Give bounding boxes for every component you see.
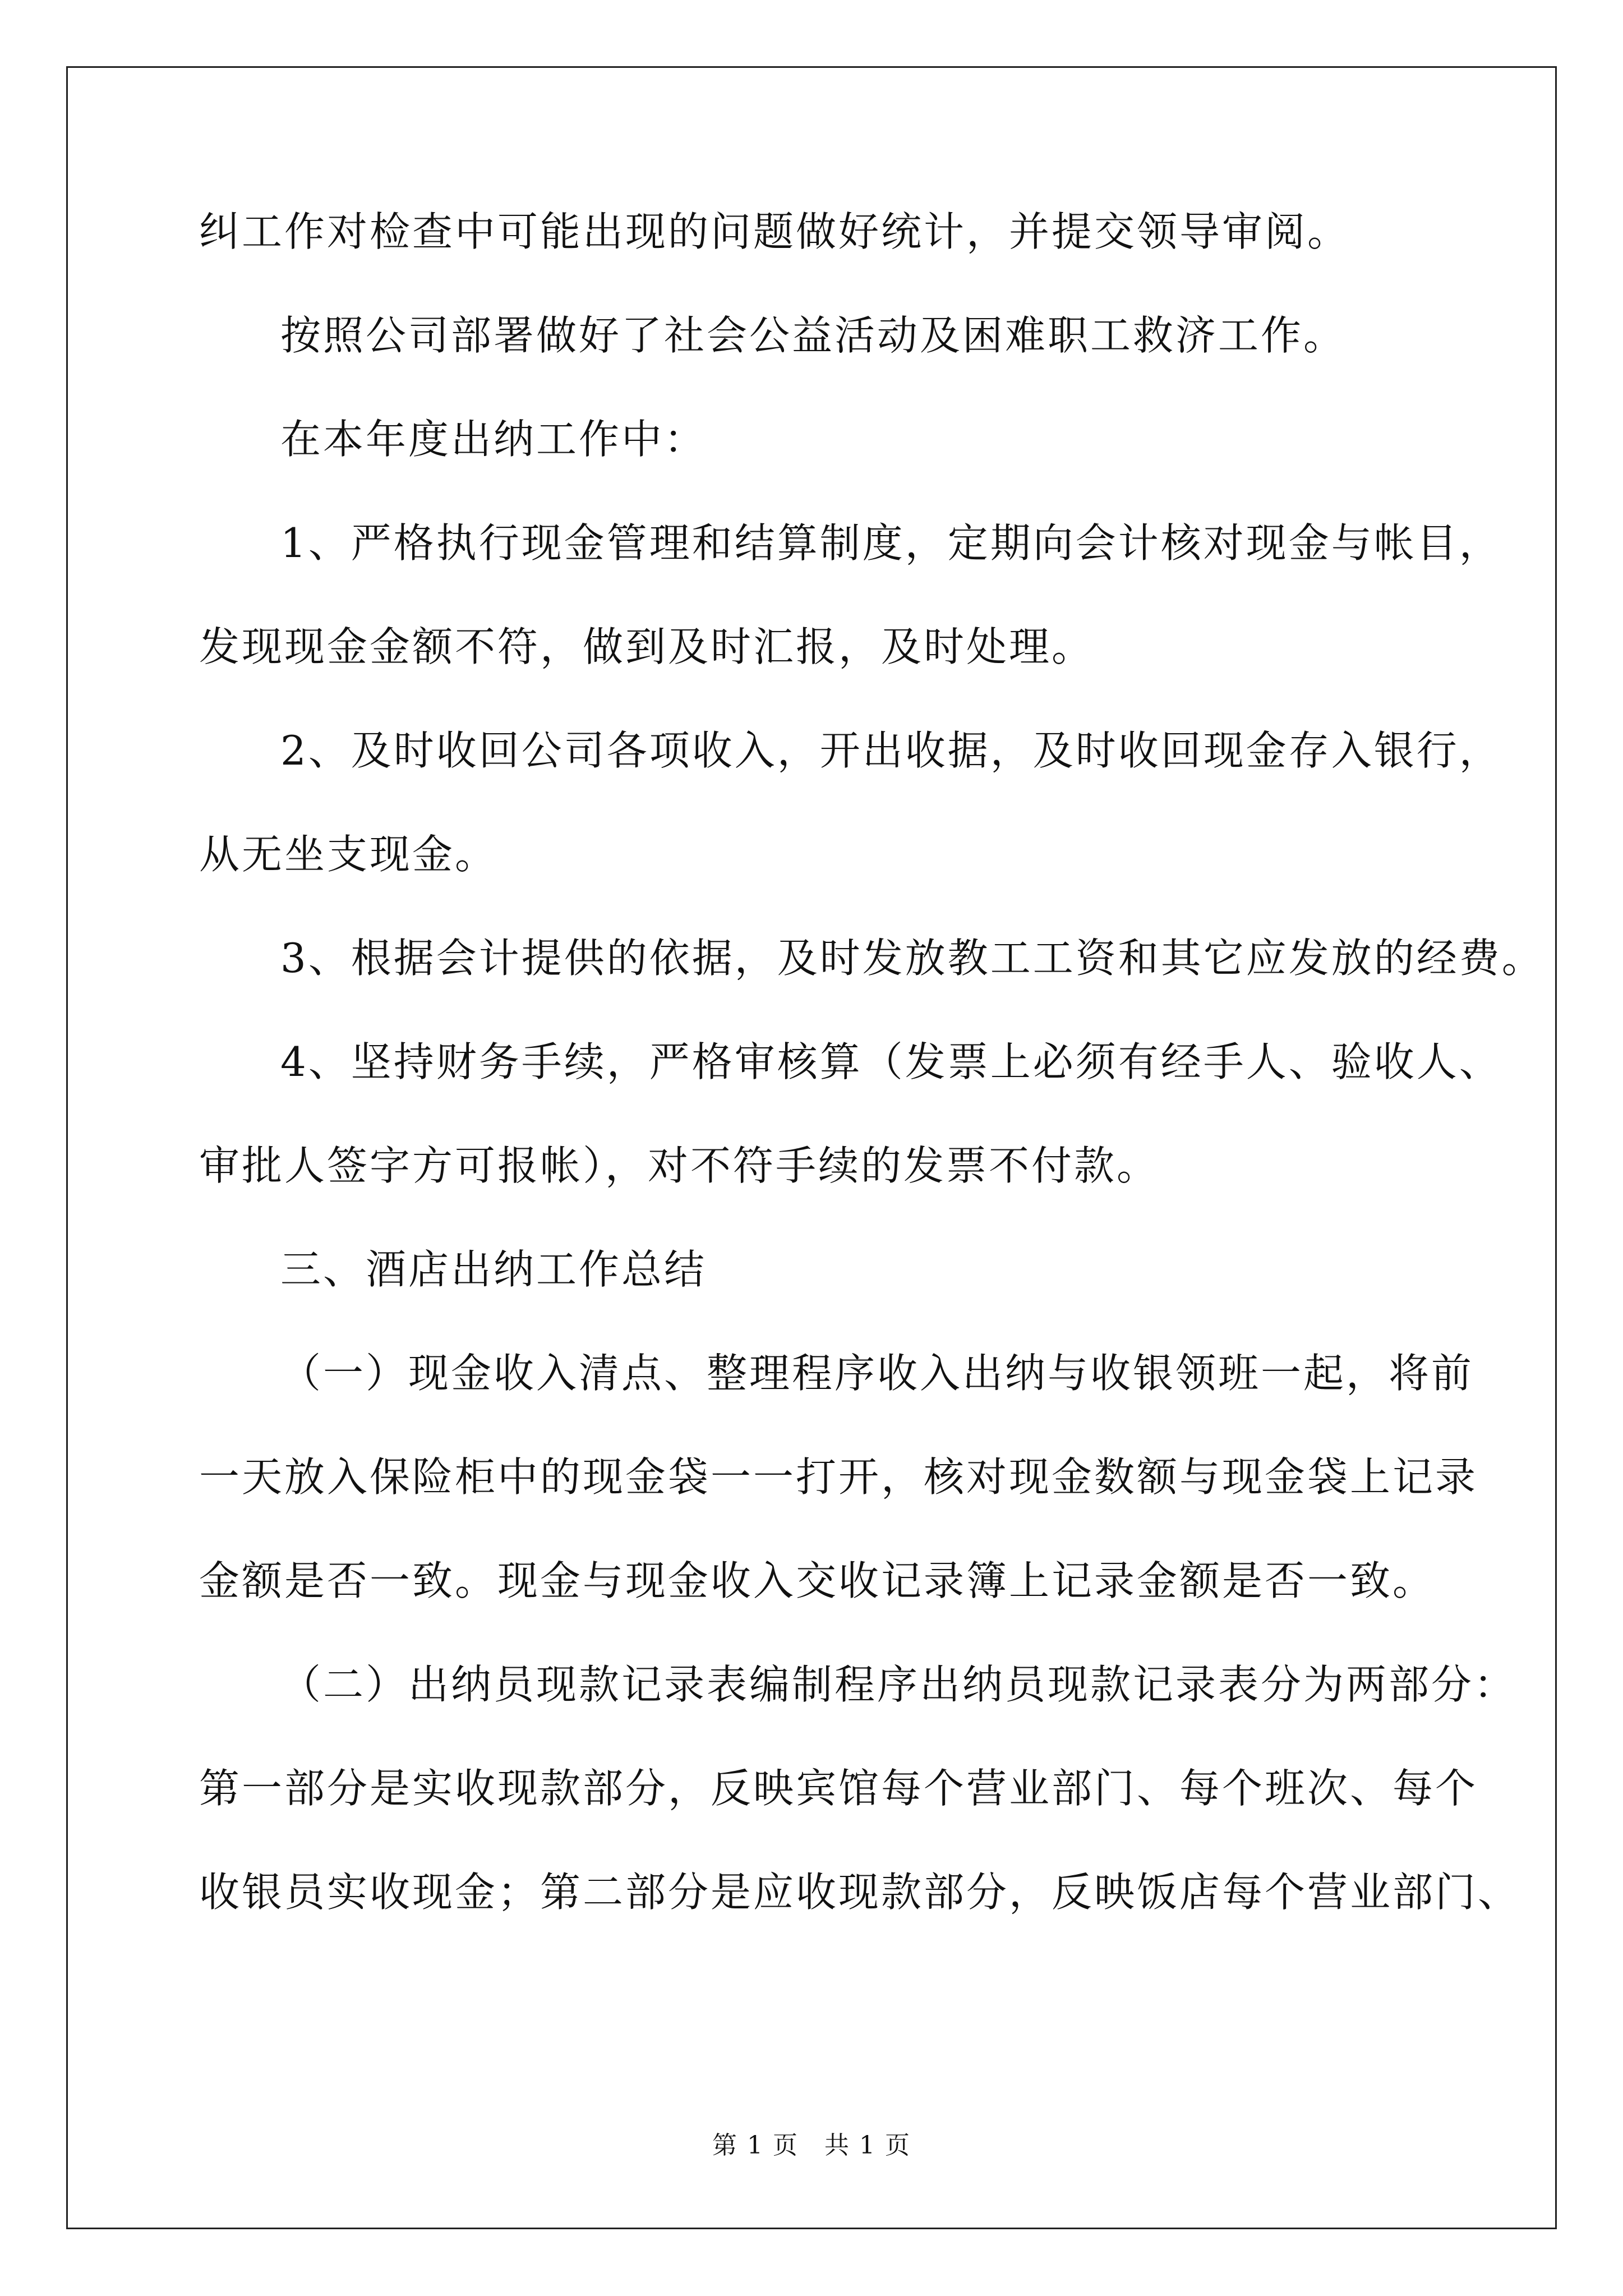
text-line: 3、根据会计提供的依据，及时发放教工工资和其它应发放的经费。 [280,935,1544,982]
text-line: 4、坚持财务手续，严格审核算（发票上必须有经手人、验收人、 [280,1038,1502,1085]
text-line: 一天放入保险柜中的现金袋一一打开，核对现金数额与现金袋上记录 [199,1453,1478,1501]
text-line: 按照公司部署做好了社会公益活动及困难职工救济工作。 [280,312,1347,359]
text-line: 收银员实收现金；第二部分是应收现款部分，反映饭店每个营业部门、 [199,1869,1521,1916]
text-line: 审批人签字方可报帐），对不符手续的发票不付款。 [199,1142,1160,1189]
page-number-footer: 第 1 页 共 1 页 [712,2131,911,2160]
text-line: 在本年度出纳工作中： [280,416,707,463]
text-line: （二）出纳员现款记录表编制程序出纳员现款记录表分为两部分： [280,1661,1517,1708]
text-line: 金额是否一致。现金与现金收入交收记录簿上记录金额是否一致。 [199,1557,1436,1604]
text-line: 纠工作对检查中可能出现的问题做好统计，并提交领导审阅。 [199,208,1350,255]
text-line: 发现现金金额不符，做到及时汇报，及时处理。 [199,623,1095,670]
text-line: 2、及时收回公司各项收入，开出收据，及时收回现金存入银行， [280,727,1502,774]
section-heading: 三、酒店出纳工作总结 [280,1246,707,1293]
text-line: （一）现金收入清点、整理程序收入出纳与收银领班一起，将前 [280,1350,1474,1397]
text-line: 从无坐支现金。 [199,831,498,878]
text-line: 第一部分是实收现款部分，反映宾馆每个营业部门、每个班次、每个 [199,1765,1478,1812]
text-line: 1、严格执行现金管理和结算制度，定期向会计核对现金与帐目， [280,519,1502,567]
